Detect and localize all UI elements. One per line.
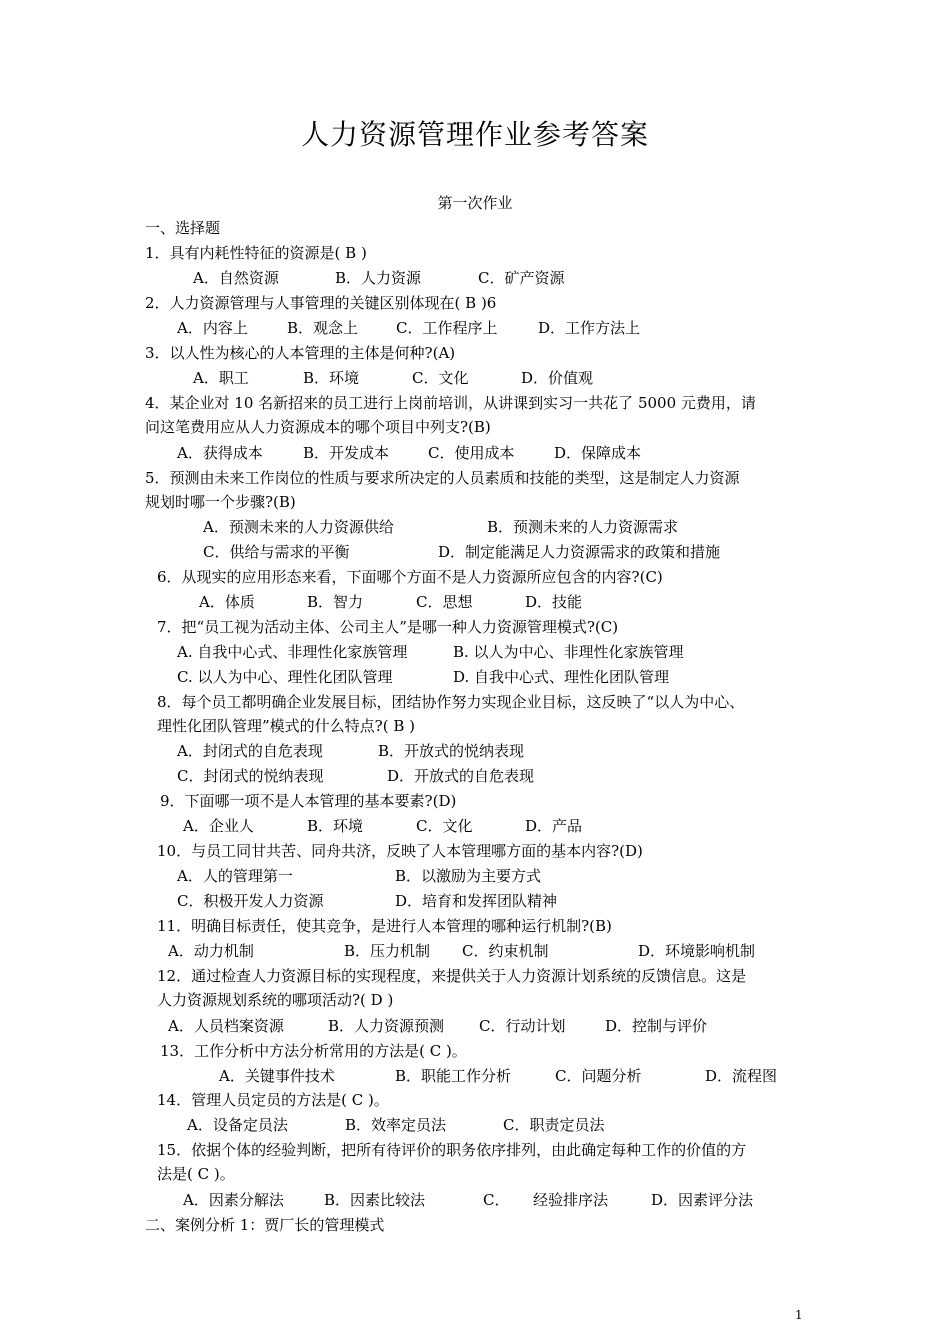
- option-c: C．积极开发人力资源: [177, 892, 324, 910]
- option-c: C．矿产资源: [478, 269, 565, 287]
- question-5-options-row-2: [0, 542, 950, 562]
- option-b: B．开放式的悦纳表现: [378, 742, 525, 760]
- option-d: D．培育和发挥团队精神: [395, 892, 558, 910]
- option-c-text: 经验排序法: [533, 1191, 609, 1209]
- question-14: 14．管理人员定员的方法是( C )。: [157, 1091, 389, 1109]
- option-a: A．设备定员法: [187, 1116, 288, 1134]
- option-b: B．开发成本: [303, 444, 390, 462]
- option-d: D．开放式的自危表现: [387, 767, 535, 785]
- option-b: B．职能工作分析: [395, 1067, 512, 1085]
- question-5-line-1: 5．预测由未来工作岗位的性质与要求所决定的人员素质和技能的类型，这是制定人力资源: [145, 469, 740, 487]
- option-c: C．行动计划: [479, 1017, 566, 1035]
- question-8-line-1: 8．每个员工都明确企业发展目标，团结协作努力实现企业目标，这反映了“以人为中心、: [157, 693, 745, 711]
- question-6-options: [0, 592, 950, 612]
- option-a: A．体质: [199, 593, 255, 611]
- question-10-options-row-1: [0, 866, 950, 886]
- option-d: D．因素评分法: [651, 1191, 754, 1209]
- question-9: 9．下面哪一项不是人本管理的基本要素?(D): [160, 792, 457, 810]
- option-a: A．封闭式的自危表现: [177, 742, 323, 760]
- question-5-options-row-1: [0, 517, 950, 537]
- option-c: C．约束机制: [462, 942, 549, 960]
- option-d: D．价值观: [521, 369, 594, 387]
- option-b: B．因素比较法: [324, 1191, 426, 1209]
- option-a: A．人的管理第一: [177, 867, 293, 885]
- question-7: 7．把“员工视为活动主体、公司主人”是哪一种人力资源管理模式?(C): [157, 618, 619, 636]
- option-a: A．获得成本: [177, 444, 263, 462]
- option-c: C．文化: [416, 817, 473, 835]
- option-d: D．制定能满足人力资源需求的政策和措施: [438, 543, 721, 561]
- question-11-options: [0, 941, 950, 961]
- option-b: B．压力机制: [344, 942, 431, 960]
- question-10-options-row-2: [0, 891, 950, 911]
- option-a: A．自然资源: [193, 269, 279, 287]
- question-3: 3．以人性为核心的人本管理的主体是何种?(A): [145, 344, 456, 362]
- option-a: A．动力机制: [168, 942, 254, 960]
- option-c: C．工作程序上: [396, 319, 498, 337]
- option-d: D. 自我中心式、理性化团队管理: [453, 668, 670, 686]
- option-b: B．人力资源: [335, 269, 422, 287]
- option-b: B．观念上: [287, 319, 359, 337]
- question-1-options: [0, 268, 950, 288]
- question-15-options: [0, 1190, 950, 1210]
- question-8-options-row-2: [0, 766, 950, 786]
- option-a: A．因素分解法: [183, 1191, 284, 1209]
- question-3-options: [0, 368, 950, 388]
- option-d: D．环境影响机制: [638, 942, 756, 960]
- option-d: D．保障成本: [554, 444, 642, 462]
- option-b: B．智力: [307, 593, 364, 611]
- option-c: C．供给与需求的平衡: [203, 543, 350, 561]
- question-10: 10．与员工同甘共苦、同舟共济，反映了人本管理哪方面的基本内容?(D): [157, 842, 643, 860]
- question-15-line-1: 15．依据个体的经验判断，把所有待评价的职务依序排列，由此确定每种工作的价值的方: [157, 1141, 747, 1159]
- option-d: D．控制与评价: [605, 1017, 708, 1035]
- assignment-heading: 第一次作业: [437, 194, 513, 212]
- question-2-options: [0, 318, 950, 338]
- question-11: 11．明确目标责任，使其竞争，是进行人本管理的哪种运行机制?(B): [157, 917, 612, 935]
- question-12-line-1: 12．通过检查人力资源目标的实现程度，来提供关于人力资源计划系统的反馈信息。这是: [157, 967, 747, 985]
- option-a: A. 自我中心式、非理性化家族管理: [177, 643, 408, 661]
- question-12-options: [0, 1016, 950, 1036]
- question-4-line-1: 4．某企业对 10 名新招来的员工进行上岗前培训，从讲课到实习一共花了 5000 元费用，请: [145, 394, 756, 412]
- option-b: B. 以人为中心、非理性化家族管理: [453, 643, 684, 661]
- option-c: C. 以人为中心、理性化团队管理: [177, 668, 393, 686]
- question-9-options: [0, 816, 950, 836]
- option-c: C．使用成本: [428, 444, 515, 462]
- option-a: A．内容上: [177, 319, 248, 337]
- option-d: D．工作方法上: [538, 319, 641, 337]
- option-c: C．: [483, 1191, 510, 1209]
- option-a: A．人员档案资源: [168, 1017, 284, 1035]
- option-b: B．环境: [307, 817, 364, 835]
- question-5-line-2: 规划时哪一个步骤?(B): [145, 493, 296, 511]
- question-7-options-row-1: [0, 642, 950, 662]
- option-c: C．思想: [416, 593, 473, 611]
- option-c: C．文化: [412, 369, 469, 387]
- option-c: C．问题分析: [555, 1067, 642, 1085]
- option-a: A．关键事件技术: [219, 1067, 335, 1085]
- option-a: A．企业人: [183, 817, 254, 835]
- option-b: B．人力资源预测: [328, 1017, 445, 1035]
- page-number: 1: [795, 1308, 803, 1322]
- question-13: 13．工作分析中方法分析常用的方法是( C )。: [160, 1042, 467, 1060]
- option-b: B．环境: [303, 369, 360, 387]
- question-7-options-row-2: [0, 667, 950, 687]
- question-6: 6．从现实的应用形态来看，下面哪个方面不是人力资源所应包含的内容?(C): [157, 568, 663, 586]
- option-b: B．预测未来的人力资源需求: [487, 518, 679, 536]
- option-d: D．产品: [525, 817, 583, 835]
- option-c: C．职责定员法: [503, 1116, 605, 1134]
- question-8-line-2: 理性化团队管理”模式的什么特点?( B ): [157, 717, 415, 735]
- document-title: 人力资源管理作业参考答案: [300, 118, 649, 151]
- question-8-options-row-1: [0, 741, 950, 761]
- option-d: D．技能: [525, 593, 583, 611]
- option-d: D．流程图: [705, 1067, 778, 1085]
- option-a: A．职工: [193, 369, 249, 387]
- question-1: 1．具有内耗性特征的资源是( B ): [145, 244, 367, 262]
- question-2: 2．人力资源管理与人事管理的关键区别体现在( B )6: [145, 294, 497, 312]
- option-b: B．效率定员法: [345, 1116, 447, 1134]
- question-15-line-2: 法是( C )。: [157, 1165, 235, 1183]
- question-4-line-2: 问这笔费用应从人力资源成本的哪个项目中列支?(B): [145, 418, 491, 436]
- option-b: B．以激励为主要方式: [395, 867, 542, 885]
- question-13-options: [0, 1066, 950, 1086]
- option-a: A．预测未来的人力资源供给: [203, 518, 394, 536]
- question-12-line-2: 人力资源规划系统的哪项活动?( D ): [157, 991, 394, 1009]
- section-heading-case: 二、案例分析 1：贾厂长的管理模式: [145, 1216, 385, 1234]
- question-14-options: [0, 1115, 950, 1135]
- option-c: C．封闭式的悦纳表现: [177, 767, 324, 785]
- question-4-options: [0, 443, 950, 463]
- section-heading-choice: 一、选择题: [145, 219, 221, 237]
